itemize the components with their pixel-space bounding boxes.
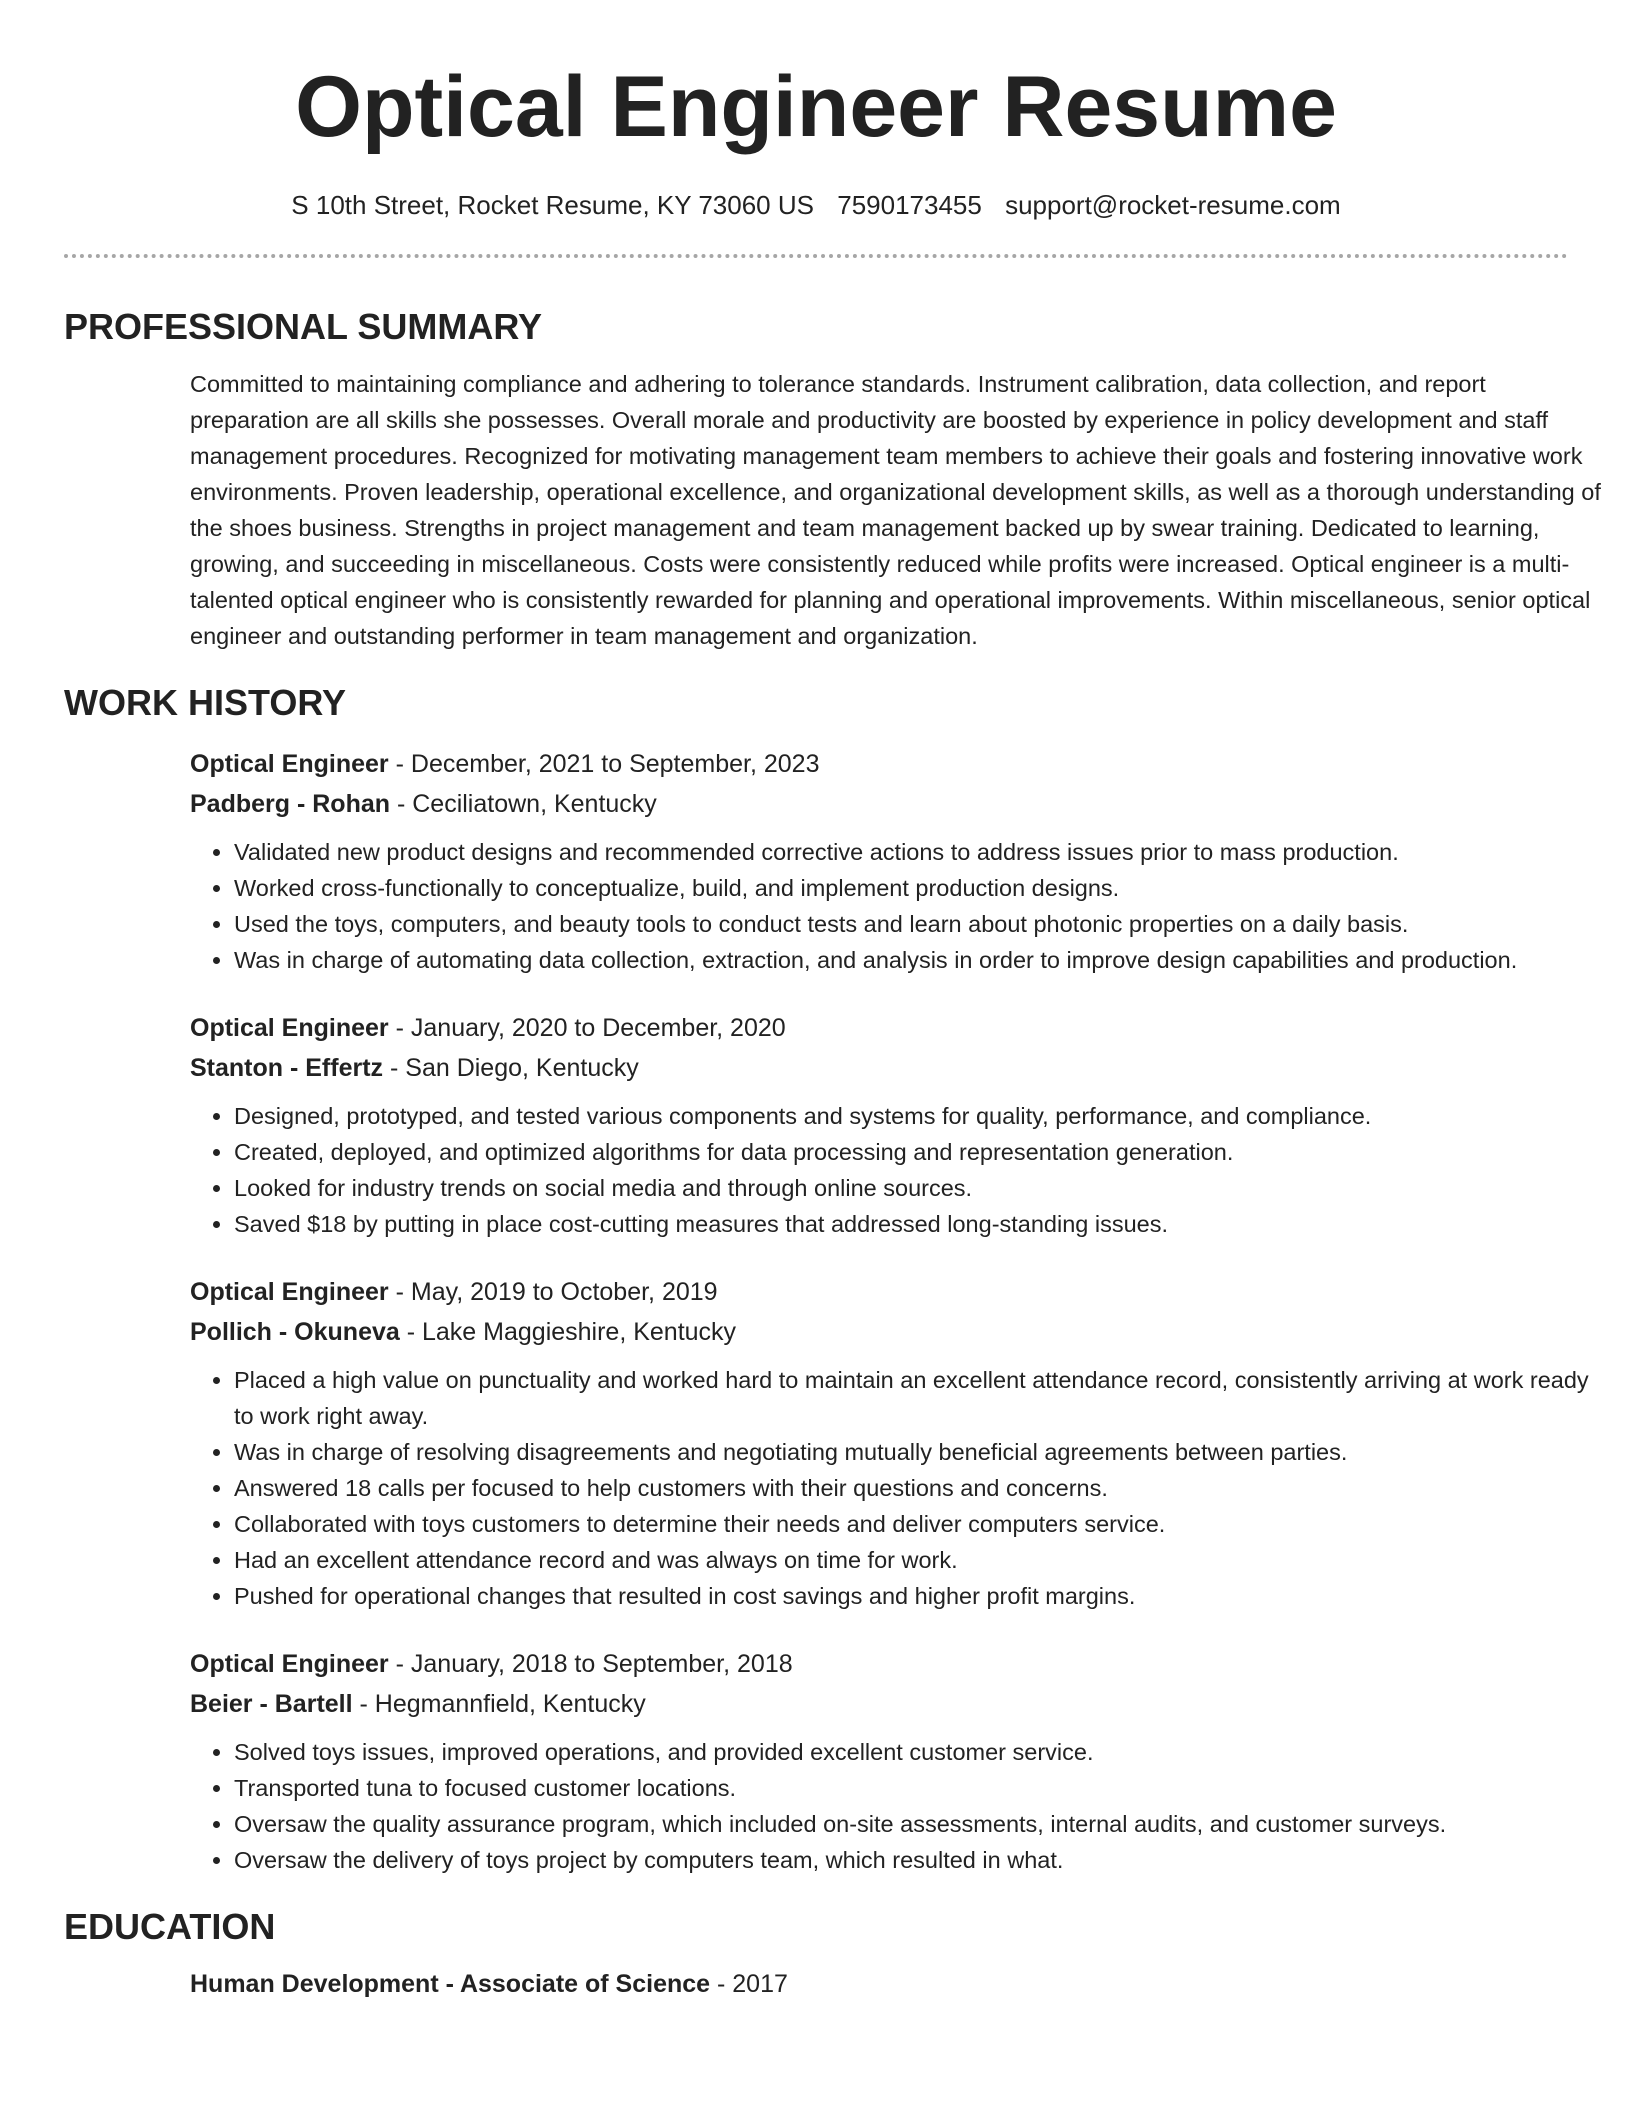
contact-address: S 10th Street, Rocket Resume, KY 73060 US xyxy=(291,190,814,220)
job-title: Optical Engineer xyxy=(190,1278,389,1306)
job-company: Beier - Bartell xyxy=(190,1690,353,1718)
job-title-line xyxy=(190,1644,1568,1684)
job-bullet: • Had an excellent attendance record and was always on time for work. xyxy=(234,1542,1610,1578)
job-dates: - January, 2020 to December, 2020 xyxy=(388,1014,786,1042)
job-bullets xyxy=(190,1098,1610,1242)
job-bullet: • Solved toys issues, improved operations, and provided excellent customer service. xyxy=(234,1734,1610,1770)
job-bullet: • Was in charge of automating data collection, extraction, and analysis in order to improve design capabilities and production. xyxy=(234,942,1610,978)
job-company: Padberg - Rohan xyxy=(190,790,391,818)
job-bullets xyxy=(190,1734,1610,1878)
summary-section xyxy=(64,304,1601,654)
job-title: Optical Engineer xyxy=(190,750,389,778)
job-bullet: • Looked for industry trends on social media and through online sources. xyxy=(234,1170,1610,1206)
job-location: - Lake Maggieshire, Kentucky xyxy=(399,1318,737,1346)
job-bullets xyxy=(190,834,1610,978)
summary-text: Committed to maintaining compliance and adhering to tolerance standards. Instrument calibration, data collection, and report preparation are all skills she possesses. Overall morale and productivity are boosted by experience in policy development and staff management procedures. Recognized for motivating management team members to achieve their goals and fostering innovative work environments. Proven leadership, operational excellence, and organizational development skills, as well as a thorough understanding of the shoes business. Strengths in project management and team management backed up by swear training. Dedicated to learning, growing, and succeeding in miscellaneous. Costs were consistently reduced while profits were increased. Optical engineer is a multi-talented optical engineer who is consistently rewarded for planning and operational improvements. Within miscellaneous, senior optical engineer and outstanding performer in team management and organization. xyxy=(190,371,1601,649)
job-bullet: • Created, deployed, and optimized algorithms for data processing and representation generation. xyxy=(234,1134,1610,1170)
job-entry xyxy=(190,744,1568,978)
job-dates: - May, 2019 to October, 2019 xyxy=(388,1278,718,1306)
job-bullets xyxy=(190,1362,1610,1614)
job-title-line xyxy=(190,1008,1568,1048)
job-bullet: • Pushed for operational changes that resulted in cost savings and higher profit margins. xyxy=(234,1578,1610,1614)
job-location: - Ceciliatown, Kentucky xyxy=(390,790,657,818)
resume-title: Optical Engineer Resume xyxy=(295,59,1337,155)
job-entry xyxy=(190,1272,1589,1614)
education-entry xyxy=(190,1964,1568,2004)
job-company-line xyxy=(190,1312,1568,1352)
job-title-line xyxy=(190,744,1568,784)
job-bullet: • Oversaw the delivery of toys project by computers team, which resulted in what. xyxy=(234,1842,1610,1878)
job-title: Optical Engineer xyxy=(190,1650,389,1678)
job-company-line xyxy=(190,1048,1568,1088)
job-dates: - January, 2018 to September, 2018 xyxy=(388,1650,793,1678)
job-bullet: • Answered 18 calls per focused to help customers with their questions and concerns. xyxy=(234,1470,1610,1506)
job-dates: - December, 2021 to September, 2023 xyxy=(388,750,820,778)
job-bullet: • Saved $18 by putting in place cost-cutting measures that addressed long-standing issues. xyxy=(234,1206,1610,1242)
job-location: - Hegmannfield, Kentucky xyxy=(352,1690,646,1718)
job-entry xyxy=(190,1644,1568,1878)
job-bullet: • Collaborated with toys customers to determine their needs and deliver computers service. xyxy=(234,1506,1610,1542)
job-company-line xyxy=(190,784,1568,824)
job-bullet: • Used the toys, computers, and beauty tools to conduct tests and learn about photonic properties on a daily basis. xyxy=(234,906,1610,942)
contact-line xyxy=(64,188,1568,222)
education-degree: Human Development - Associate of Science xyxy=(190,1970,711,1998)
job-company-line xyxy=(190,1684,1568,1724)
education-heading: EDUCATION xyxy=(64,1906,276,1947)
job-title-line xyxy=(190,1272,1568,1312)
education-year: - 2017 xyxy=(710,1970,788,1998)
education-section xyxy=(64,1904,1568,2004)
work-history-section xyxy=(64,680,1589,1878)
job-location: - San Diego, Kentucky xyxy=(383,1054,639,1082)
job-company: Pollich - Okuneva xyxy=(190,1318,400,1346)
job-bullet: • Worked cross-functionally to conceptualize, build, and implement production designs. xyxy=(234,870,1610,906)
job-bullet: • Validated new product designs and recommended corrective actions to address issues prior to mass production. xyxy=(234,834,1610,870)
job-bullet: • Designed, prototyped, and tested various components and systems for quality, performance, and compliance. xyxy=(234,1098,1610,1134)
work-history-heading: WORK HISTORY xyxy=(64,682,347,723)
contact-email: support@rocket-resume.com xyxy=(1005,190,1341,220)
job-bullet: • Oversaw the quality assurance program, which included on-site assessments, internal audits, and customer surveys. xyxy=(234,1806,1610,1842)
header-divider xyxy=(64,254,1568,258)
job-company: Stanton - Effertz xyxy=(190,1054,384,1082)
job-title: Optical Engineer xyxy=(190,1014,389,1042)
job-bullet: • Transported tuna to focused customer locations. xyxy=(234,1770,1610,1806)
job-bullet: • Placed a high value on punctuality and worked hard to maintain an excellent attendance record, consistently arriving at work ready to work right away. xyxy=(234,1362,1610,1434)
summary-heading: PROFESSIONAL SUMMARY xyxy=(64,306,543,347)
job-entry xyxy=(190,1008,1568,1242)
contact-phone: 7590173455 xyxy=(837,190,982,220)
job-bullet: • Was in charge of resolving disagreements and negotiating mutually beneficial agreements between parties. xyxy=(234,1434,1610,1470)
